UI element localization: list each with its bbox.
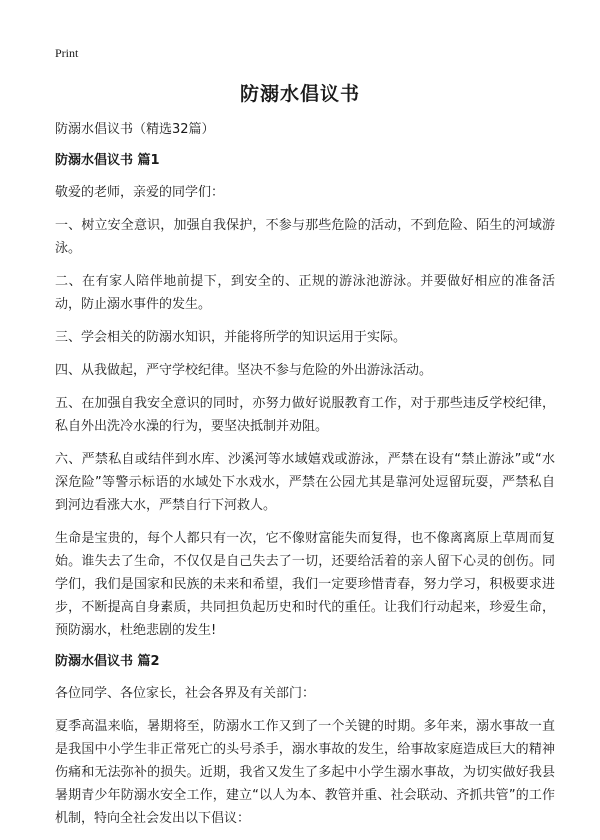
paragraph: 二、在有家人陪伴地前提下，到安全的、正规的游泳池游泳。并要做好相应的准备活动，防止溺水事件的发生。 bbox=[55, 274, 555, 312]
document-body bbox=[55, 120, 555, 840]
section-1 bbox=[55, 151, 555, 642]
paragraph: 三、学会相关的防溺水知识，并能将所学的知识运用于实际。 bbox=[55, 330, 407, 345]
paragraph: 五、在加强自我安全意识的同时，亦努力做好说服教育工作，对于那些违反学校纪律，私自外出洗冷水澡的行为，要坚决抵制并劝阻。 bbox=[55, 396, 555, 434]
paragraph: 六、严禁私自或结伴到水库、沙溪河等水域嬉戏或游泳，严禁在设有“禁止游泳”或“水深危险”等警示标语的水域处下水戏水，严禁在公园尤其是靠河处逗留玩耍，严禁私自到河边看涨大水，严禁自行下河救人。 bbox=[55, 452, 555, 513]
section-heading: 防溺水倡议书 篇2 bbox=[55, 654, 160, 669]
page-title: 防溺水倡议书 bbox=[239, 83, 360, 105]
paragraph: 四、从我做起，严守学校纪律。坚决不参与危险的外出游泳活动。 bbox=[55, 363, 433, 378]
print-link[interactable]: Print bbox=[55, 46, 79, 60]
section-2 bbox=[55, 652, 555, 830]
paragraph: 一、树立安全意识，加强自我保护，不参与那些危险的活动，不到危险、陌生的河域游泳。 bbox=[55, 218, 555, 256]
document-subtitle: 防溺水倡议书（精选32篇） bbox=[55, 122, 215, 137]
paragraph: 敬爱的老师，亲爱的同学们： bbox=[55, 185, 225, 200]
paragraph: 各位同学、各位家长，社会各界及有关部门： bbox=[55, 686, 316, 701]
paragraph: 夏季高温来临，暑期将至，防溺水工作又到了一个关键的时期。多年来，溺水事故一直是我国中小学生非正常死亡的头号杀手，溺水事故的发生，给事故家庭造成巨大的精神伤痛和无法弥补的损失。近期，我省又发生了多起中小学生溺水事故，为切实做好我县暑期青少年防溺水安全工作，建立“以人为本、教管并重、社会联动、齐抓共管”的工作机制，特向全社会发出以下倡议： bbox=[55, 719, 555, 826]
section-heading: 防溺水倡议书 篇1 bbox=[55, 153, 160, 168]
paragraph: 生命是宝贵的，每个人都只有一次，它不像财富能失而复得，也不像离离原上草周而复始。谁失去了生命，不仅仅是自己失去了一切，还要给活着的亲人留下心灵的创伤。同学们，我们是国家和民族的未来和希望，我们一定要珍惜青春，努力学习，积极要求进步，不断提高自身素质，共同担负起历史和时代的重任。让我们行动起来，珍爱生命，预防溺水，杜绝悲剧的发生! bbox=[55, 531, 555, 638]
